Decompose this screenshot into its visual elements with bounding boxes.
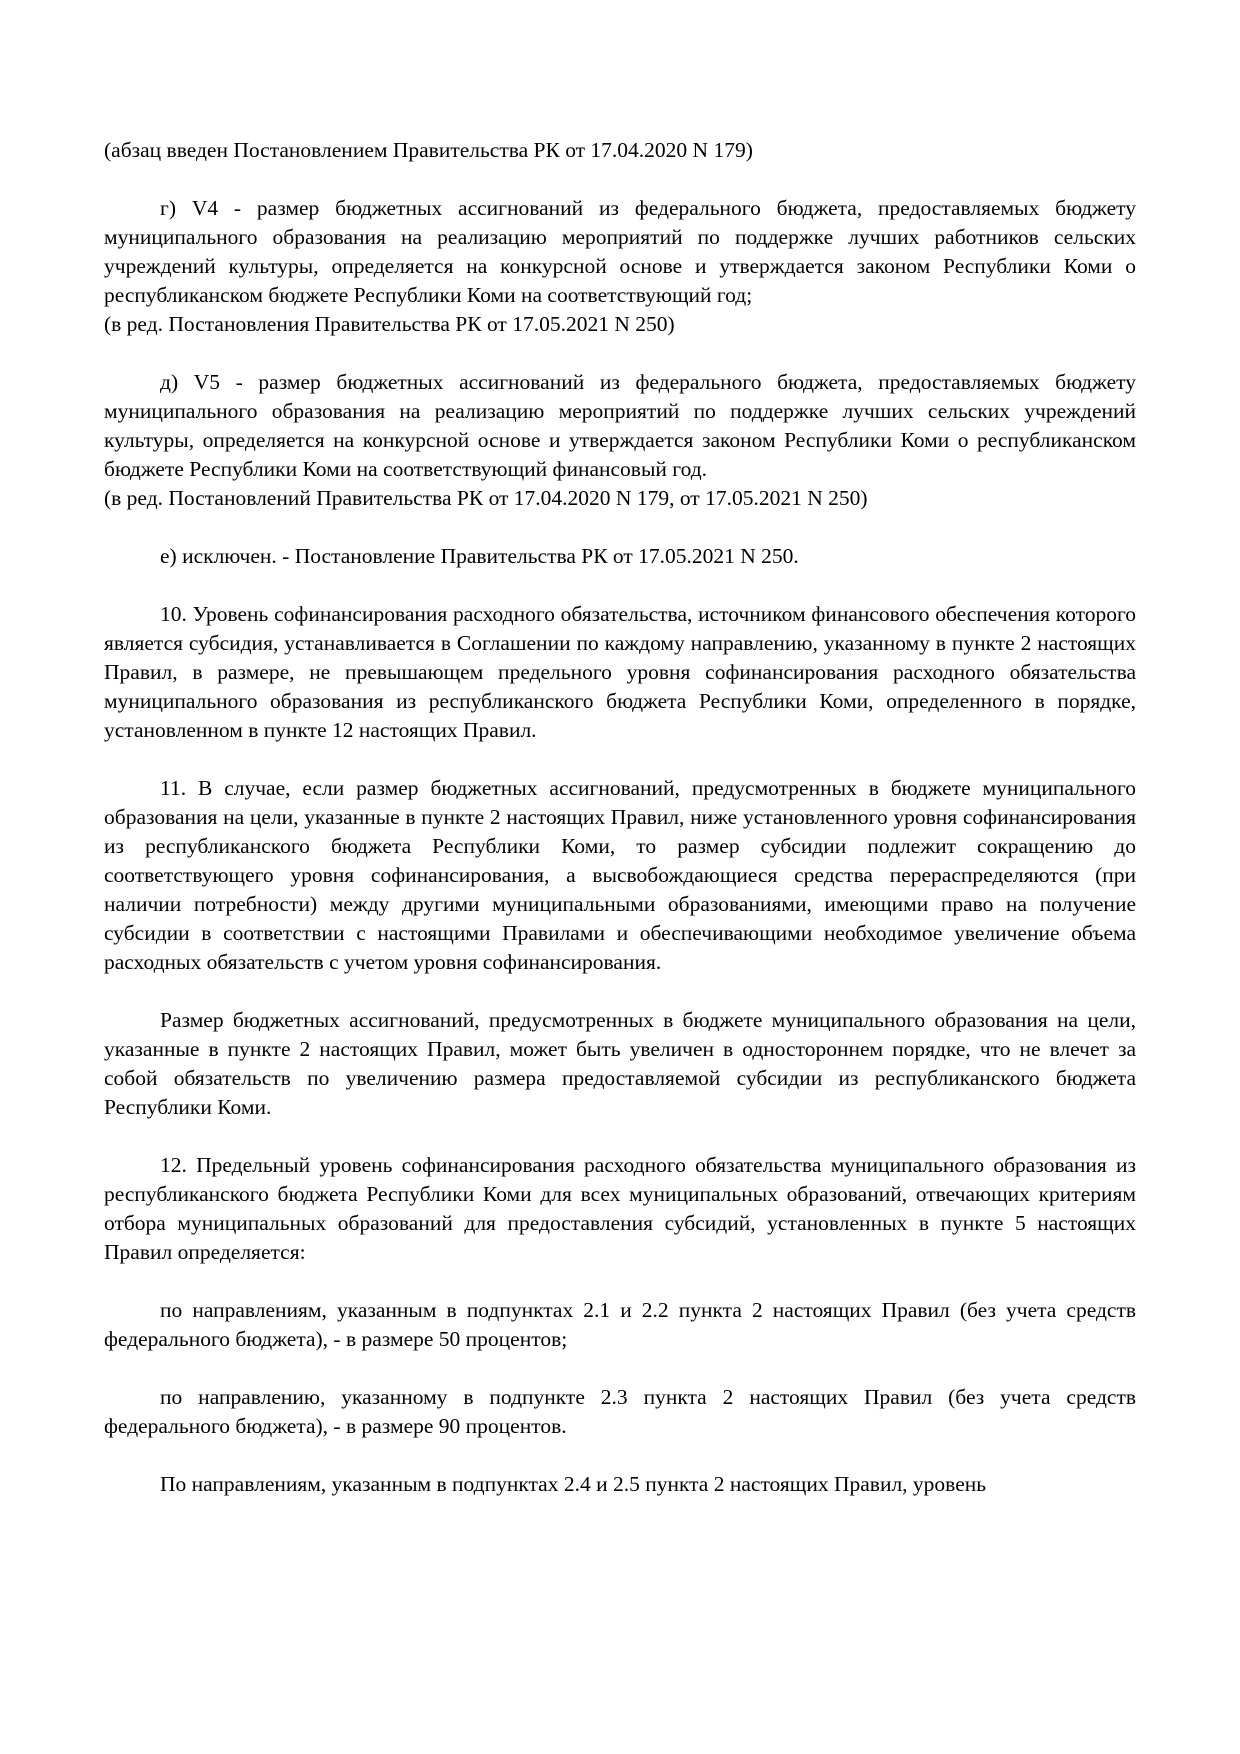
document-paragraph: По направлениям, указанным в подпунктах 2.4 и 2.5 пункта 2 настоящих Правил, уровень [160, 1472, 987, 1496]
amendment-note: (абзац введен Постановлением Правительства РК от 17.04.2020 N 179) [104, 138, 753, 162]
document-paragraph: Размер бюджетных ассигнований, предусмотренных в бюджете муниципального образования на цели, указанные в пункте 2 настоящих Правил, может быть увеличен в одностороннем порядке, что не влечет за собой обязательств по увеличению размера предоставляемой субсидии из республиканского бюджета Республики Коми. [104, 1008, 1136, 1119]
document-paragraph: е) исключен. - Постановление Правительства РК от 17.05.2021 N 250. [160, 544, 799, 568]
document-paragraph: по направлениям, указанным в подпунктах 2.1 и 2.2 пункта 2 настоящих Правил (без учета средств федерального бюджета), - в размере 50 процентов; [104, 1298, 1136, 1351]
document-paragraph: д) V5 - размер бюджетных ассигнований из федерального бюджета, предоставляемых бюджету муниципального образования на реализацию мероприятий по поддержке лучших сельских учреждений культуры, определяется на конкурсной основе и утверждается законом Республики Коми о республиканском бюджете Республики Коми на соответствующий финансовый год. [104, 370, 1136, 481]
document-paragraph: 12. Предельный уровень софинансирования расходного обязательства муниципального образования из республиканского бюджета Республики Коми для всех муниципальных образований, отвечающих критериям отбора муниципальных образований для предоставления субсидий, установленных в пункте 5 настоящих Правил определяется: [104, 1153, 1136, 1264]
document-paragraph: г) V4 - размер бюджетных ассигнований из федерального бюджета, предоставляемых бюджету муниципального образования на реализацию мероприятий по поддержке лучших работников сельских учреждений культуры, определяется на конкурсной основе и утверждается законом Республики Коми о республиканском бюджете Республики Коми на соответствующий год; [104, 196, 1136, 307]
amendment-note: (в ред. Постановления Правительства РК от 17.05.2021 N 250) [104, 312, 675, 336]
document-paragraph: 10. Уровень софинансирования расходного обязательства, источником финансового обеспечения которого является субсидия, устанавливается в Соглашении по каждому направлению, указанному в пункте 2 настоящих Правил, в размере, не превышающем предельного уровня софинансирования расходного обязательства муниципального образования из республиканского бюджета Республики Коми, определенного в порядке, установленном в пункте 12 настоящих Правил. [104, 602, 1136, 742]
document-paragraph: 11. В случае, если размер бюджетных ассигнований, предусмотренных в бюджете муниципального образования на цели, указанные в пункте 2 настоящих Правил, ниже установленного уровня софинансирования из республиканского бюджета Республики Коми, то размер субсидии подлежит сокращению до соответствующего уровня софинансирования, а высвобождающиеся средства перераспределяются (при наличии потребности) между другими муниципальными образованиями, имеющими право на получение субсидии в соответствии с настоящими Правилами и обеспечивающими необходимое увеличение объема расходных обязательств с учетом уровня софинансирования. [104, 776, 1136, 974]
amendment-note: (в ред. Постановлений Правительства РК от 17.04.2020 N 179, от 17.05.2021 N 250) [104, 486, 868, 510]
document-paragraph: по направлению, указанному в подпункте 2.3 пункта 2 настоящих Правил (без учета средств федерального бюджета), - в размере 90 процентов. [104, 1385, 1136, 1438]
